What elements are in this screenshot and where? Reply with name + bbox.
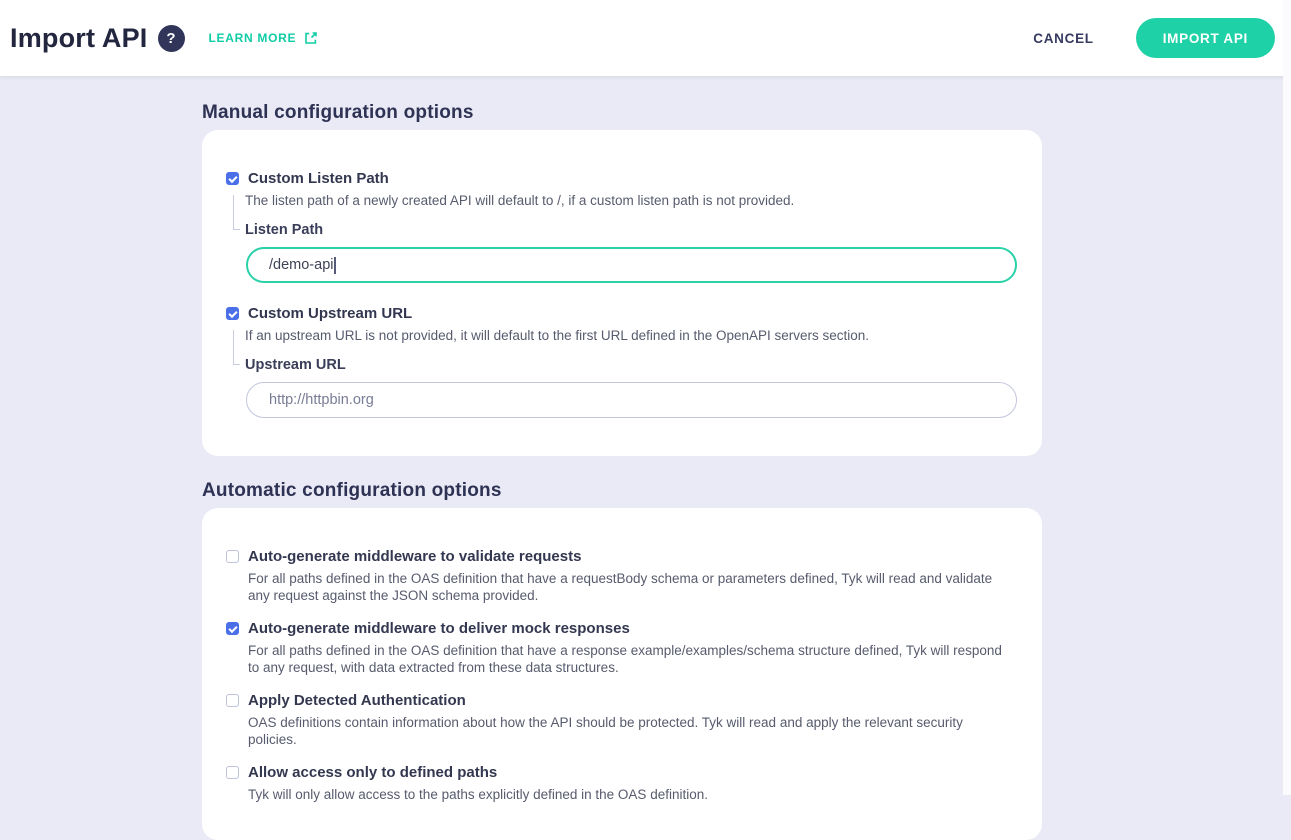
cancel-button[interactable]: CANCEL	[1027, 30, 1099, 47]
listen-path-input-wrap	[246, 247, 1017, 283]
validate-requests-checkbox[interactable]	[226, 550, 239, 563]
scrollbar-track[interactable]	[1283, 0, 1291, 795]
automatic-config-card	[202, 508, 1042, 840]
upstream-url-input-wrap	[246, 382, 1017, 418]
manual-config-card	[202, 130, 1042, 456]
mock-responses-label: Auto-generate middleware to deliver mock responses	[248, 620, 630, 637]
upstream-url-field-label: Upstream URL	[245, 357, 346, 373]
apply-authentication-description: OAS definitions contain information about how the API should be protected. Tyk will read and apply the relevant security policies.	[248, 715, 963, 747]
listen-path-field-label: Listen Path	[245, 222, 324, 238]
defined-paths-label: Allow access only to defined paths	[248, 764, 498, 781]
automatic-section-heading: Automatic configuration options	[202, 480, 502, 501]
validate-requests-description: For all paths defined in the OAS definition that have a requestBody schema or parameters defined, Tyk will read and validate any request against the JSON schema provided.	[248, 571, 993, 603]
custom-upstream-url-checkbox[interactable]	[226, 307, 239, 320]
external-link-icon	[304, 31, 318, 45]
help-icon[interactable]: ?	[158, 25, 185, 52]
page-title: Import API	[10, 22, 148, 53]
validate-requests-label: Auto-generate middleware to validate requests	[248, 548, 582, 565]
custom-upstream-url-label: Custom Upstream URL	[248, 305, 413, 322]
learn-more-label: LEARN MORE	[208, 31, 297, 45]
page-header	[0, 0, 1291, 76]
custom-upstream-url-row[interactable]	[226, 305, 1018, 322]
defined-paths-option	[226, 764, 1018, 804]
custom-listen-path-checkbox[interactable]	[226, 172, 239, 185]
validate-requests-row[interactable]	[226, 548, 1018, 565]
mock-responses-row[interactable]	[226, 620, 1018, 637]
defined-paths-row[interactable]	[226, 764, 1018, 781]
import-api-button[interactable]: IMPORT API	[1136, 18, 1275, 58]
learn-more-link[interactable]	[209, 31, 319, 45]
custom-listen-path-option	[226, 170, 1018, 283]
upstream-url-subsection	[233, 327, 1018, 373]
mock-responses-checkbox[interactable]	[226, 622, 239, 635]
upstream-url-input[interactable]	[246, 382, 1017, 418]
listen-path-input[interactable]	[246, 247, 1017, 283]
upstream-url-description: If an upstream URL is not provided, it will default to the first URL defined in the OpenAPI servers section.	[245, 328, 870, 343]
mock-responses-description: For all paths defined in the OAS definition that have a response example/examples/schema structure defined, Tyk will respond to any request, with data extracted from these data structures.	[248, 643, 1002, 675]
custom-listen-path-row[interactable]	[226, 170, 1018, 187]
mock-responses-option	[226, 620, 1018, 676]
defined-paths-description: Tyk will only allow access to the paths explicitly defined in the OAS definition.	[248, 787, 708, 802]
defined-paths-checkbox[interactable]	[226, 766, 239, 779]
apply-authentication-row[interactable]	[226, 692, 1018, 709]
manual-section-heading: Manual configuration options	[202, 102, 474, 123]
content-area	[0, 76, 1291, 840]
listen-path-subsection	[233, 192, 1018, 238]
apply-authentication-checkbox[interactable]	[226, 694, 239, 707]
apply-authentication-option	[226, 692, 1018, 748]
text-cursor	[334, 257, 336, 274]
custom-upstream-url-option	[226, 305, 1018, 418]
apply-authentication-label: Apply Detected Authentication	[248, 692, 466, 709]
validate-requests-option	[226, 548, 1018, 604]
custom-listen-path-label: Custom Listen Path	[248, 170, 389, 187]
listen-path-description: The listen path of a newly created API will default to /, if a custom listen path is not provided.	[245, 193, 795, 208]
